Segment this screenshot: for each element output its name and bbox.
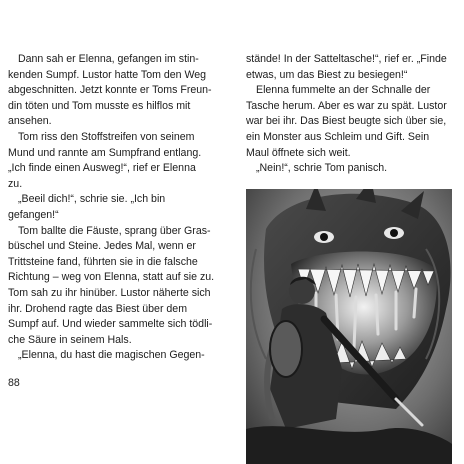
- text-line: Trittsteine fand, führten sie in die falsche: [8, 255, 198, 268]
- text-line: ihr. Drohend ragte das Biest über dem: [8, 302, 188, 315]
- left-page-text: [8, 52, 222, 364]
- text-line: abgeschnitten. Jetzt konnte er Toms Freun-: [8, 84, 212, 97]
- text-line: zu.: [8, 177, 23, 190]
- right-page: [232, 0, 464, 464]
- text-line: Mund und rannte am Sumpfrand entlang.: [8, 146, 202, 159]
- text-line: Tom ballte die Fäuste, sprang über Gras-: [18, 224, 211, 237]
- text-line: Tom riss den Stoffstreifen von seinem: [18, 130, 195, 143]
- text-line: „Ich finde einen Ausweg!“, rief er Elenna: [8, 162, 196, 175]
- page-number: 88: [8, 377, 20, 389]
- text-line: Elenna fummelte an der Schnalle der: [256, 84, 431, 97]
- text-line: „Nein!“, schrie Tom panisch.: [256, 162, 388, 175]
- right-page-paragraphs: [246, 52, 454, 177]
- text-line: etwas, um das Biest zu besiegen!“: [246, 68, 408, 81]
- text-line: Richtung – weg von Elenna, statt auf sie zu.: [8, 271, 215, 284]
- text-line: war bei ihr. Das Biest beugte sich über sie,: [246, 115, 447, 128]
- text-line: Tasche herum. Aber es war zu spät. Lustor: [246, 99, 447, 112]
- monster-illustration: [246, 189, 452, 464]
- text-line: Maul öffnete sich weit.: [246, 146, 351, 159]
- text-line: din töten und Tom musste es hilflos mit: [8, 99, 191, 112]
- text-line: büschel und Steine. Jedes Mal, wenn er: [8, 240, 196, 253]
- right-page-text: [246, 52, 454, 177]
- monster-illustration-drawing: [246, 189, 452, 464]
- text-line: Sumpf auf. Und wieder sammelte sich tödli-: [8, 318, 213, 331]
- text-line: „Beeil dich!“, schrie sie. „Ich bin: [18, 193, 166, 206]
- text-line: kenden Sumpf. Lustor hatte Tom den Weg: [8, 68, 207, 81]
- text-line: „Elenna, du hast die magischen Gegen-: [18, 349, 205, 362]
- text-line: stände! In der Satteltasche!“, rief er. „Finde: [246, 53, 447, 65]
- text-line: Dann sah er Elenna, gefangen im stin-: [18, 53, 199, 65]
- text-line: gefangen!“: [8, 208, 59, 221]
- text-line: che Säure in seinem Hals.: [8, 333, 132, 346]
- text-line: ein Monster aus Schleim und Gift. Sein: [246, 130, 430, 143]
- text-line: ansehen.: [8, 115, 52, 128]
- left-page-paragraphs: [8, 52, 222, 364]
- text-line: Tom sah zu ihr hinüber. Lustor näherte sich: [8, 286, 211, 299]
